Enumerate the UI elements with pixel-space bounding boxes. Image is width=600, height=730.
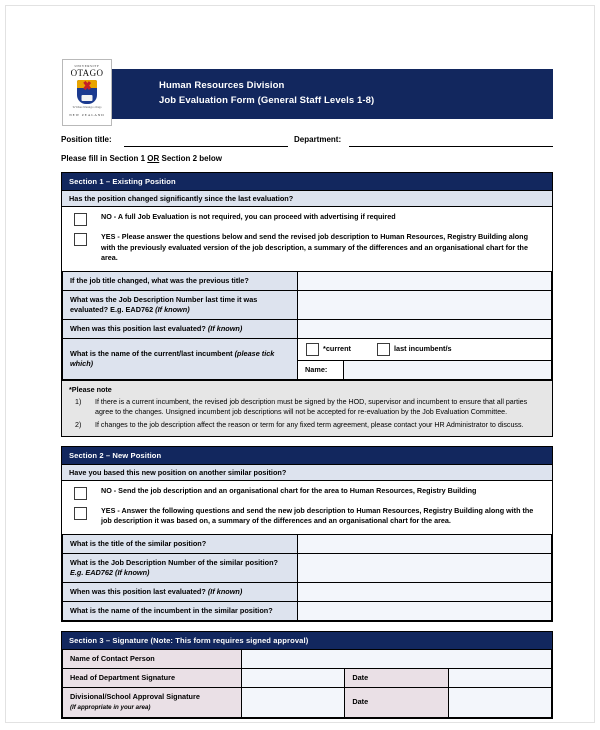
- hod-signature-label: Head of Department Signature: [63, 668, 242, 687]
- section-2-new-position: [61, 446, 553, 622]
- document-header-band: [69, 64, 553, 119]
- s1-row3-label-text: When was this position last evaluated?: [70, 323, 208, 333]
- s2-row3-input[interactable]: [298, 582, 552, 601]
- incumbent-name-row: [298, 360, 551, 379]
- section-2-fields-table: [62, 534, 552, 621]
- s1-row3-label: [63, 319, 298, 338]
- s2-row2-label-italic: E.g. EAD762 (If known): [70, 567, 150, 577]
- section-1-option-no-text: [101, 212, 400, 223]
- s1-row1-label-text: If the job title changed, what was the previous title?: [70, 275, 249, 285]
- s2-row2-label: [63, 553, 298, 582]
- incumbent-tick-row: [298, 339, 551, 360]
- form-page: [5, 5, 595, 723]
- s2-row3-label: [63, 582, 298, 601]
- label-current-incumbent: *current: [323, 344, 351, 353]
- please-note-item-1-text: If there is a current incumbent, the revised job description must be signed by the HOD, supervisor and incumbent to ensure that all parties agree to the changes. Unsigned incumbent job descriptions will not be accepted for re-evaluation by the Job Evaluation Committee.: [95, 397, 528, 416]
- hod-date-label: Date: [345, 668, 448, 687]
- checkbox-section2-no[interactable]: [74, 487, 87, 500]
- s2-row3-label-italic: (If known): [207, 586, 243, 596]
- section-2-header: Section 2 – New Position: [62, 447, 552, 464]
- section-1-option-yes-prefix: YES -: [101, 232, 122, 241]
- table-row: [63, 668, 552, 687]
- s2-row1-label: [63, 534, 298, 553]
- table-row: [63, 534, 552, 553]
- section-2-question: Have you based this new position on another similar position?: [62, 464, 552, 480]
- s2-row1-input[interactable]: [298, 534, 552, 553]
- s2-row4-label-text: What is the name of the incumbent in the similar position?: [70, 605, 273, 615]
- please-note-block: [62, 380, 552, 436]
- incumbent-name-input[interactable]: [344, 361, 551, 379]
- s1-incumbent-label-italic: (please tick which): [70, 348, 275, 368]
- section-2-option-no-prefix: NO -: [101, 485, 119, 495]
- fill-instruction-or: OR: [147, 154, 160, 163]
- logo-country-text: NEW ZEALAND: [69, 113, 105, 117]
- section-1-existing-position: [61, 172, 553, 437]
- divisional-signature-label-italic: (If appropriate in your area): [70, 703, 151, 711]
- fill-instruction-prefix: Please fill in Section 1: [61, 154, 148, 163]
- coat-of-arms-icon: [77, 80, 97, 104]
- crest-book: [82, 95, 93, 101]
- form-sheet: [61, 64, 553, 719]
- header-titles: [159, 78, 374, 108]
- checkbox-section1-yes[interactable]: [74, 233, 87, 246]
- please-note-item-2-number: 2): [75, 420, 82, 429]
- logo-otago-text: OTAGO: [70, 68, 104, 78]
- table-row: [63, 553, 552, 582]
- s1-row2-input[interactable]: [298, 290, 552, 319]
- section-2-option-yes[interactable]: [68, 506, 546, 527]
- table-row: [63, 319, 552, 338]
- s1-row2-label-text: What was the Job Description Number last time it was evaluated? E.g. EAD762: [70, 294, 258, 314]
- s1-incumbent-label-text: What is the name of the current/last incumbent: [70, 348, 235, 358]
- checkbox-current-incumbent[interactable]: [306, 343, 319, 356]
- fill-instruction: [61, 154, 553, 163]
- s2-row4-label: [63, 601, 298, 620]
- hod-signature-input[interactable]: [242, 668, 345, 687]
- section-2-option-yes-text: [101, 506, 546, 527]
- section-1-option-yes-body: Please answer the questions below and send the revised job description to Human Resources, Registry Building along with the previously evaluated version of the job description, a summary of the differences and an organisational chart for the area.: [101, 232, 528, 262]
- contact-person-label: Name of Contact Person: [63, 649, 242, 668]
- logo-university-text: UNIVERSITY: [74, 64, 100, 68]
- section-2-option-yes-prefix: YES -: [101, 505, 122, 515]
- section-2-options: [62, 480, 552, 534]
- section-2-option-no-text: [101, 486, 480, 497]
- section-1-option-yes-text: [101, 232, 546, 264]
- table-row: [63, 271, 552, 290]
- divisional-date-label: Date: [345, 687, 448, 717]
- section-3-fields-table: [62, 649, 552, 718]
- table-row: [63, 338, 552, 379]
- section-2-option-no[interactable]: [68, 486, 546, 500]
- checkbox-last-incumbent[interactable]: [377, 343, 390, 356]
- divisional-signature-label-text: Divisional/School Approval Signature: [70, 691, 200, 701]
- please-note-item-2: [69, 420, 545, 430]
- fill-instruction-suffix: Section 2 below: [159, 154, 222, 163]
- section-1-header: Section 1 – Existing Position: [62, 173, 552, 190]
- table-row: [63, 290, 552, 319]
- section-3-signature: [61, 631, 553, 719]
- table-row: [63, 582, 552, 601]
- s2-row2-label-text: What is the Job Description Number of the similar position?: [70, 557, 278, 567]
- section-1-option-yes[interactable]: [68, 232, 546, 264]
- please-note-item-1: [69, 397, 545, 417]
- checkbox-section2-yes[interactable]: [74, 507, 87, 520]
- s1-row3-input[interactable]: [298, 319, 552, 338]
- label-last-incumbent: last incumbent/s: [393, 344, 452, 353]
- divisional-signature-label: [63, 687, 242, 717]
- checkbox-section1-no[interactable]: [74, 213, 87, 226]
- section-1-option-no[interactable]: [68, 212, 546, 226]
- section-1-options: [62, 206, 552, 271]
- s2-row2-input[interactable]: [298, 553, 552, 582]
- s1-row1-input[interactable]: [298, 271, 552, 290]
- university-logo: [62, 59, 112, 126]
- logo-motto-text: Te Whare Wananga o Otago: [72, 106, 102, 109]
- section-2-option-no-body: Send the job description and an organisational chart for the area to Human Resources, Registry Building: [118, 485, 477, 495]
- department-label: Department:: [294, 135, 342, 144]
- section-1-option-no-prefix: NO -: [101, 212, 118, 221]
- s1-incumbent-cell: [298, 338, 552, 379]
- please-note-title: *Please note: [69, 384, 112, 394]
- header-division-title: Human Resources Division: [159, 80, 285, 91]
- section-3-header: Section 3 – Signature (Note: This form requires signed approval): [62, 632, 552, 649]
- hod-date-input[interactable]: [448, 668, 551, 687]
- header-form-title: Job Evaluation Form (General Staff Levels 1-8): [159, 95, 375, 106]
- table-row: [63, 601, 552, 620]
- table-row: [63, 649, 552, 668]
- department-input[interactable]: [349, 145, 553, 147]
- position-title-input[interactable]: [124, 145, 288, 147]
- table-row: [63, 687, 552, 717]
- section-2-option-yes-body: Answer the following questions and send the new job description to Human Resources, Registry Building along with the job description it was based on, a summary of the differences and an organisational chart for the area.: [101, 505, 534, 525]
- please-note-item-2-text: If changes to the job description affect the reason or term for any fixed term agreement, please contact your HR Administrator to discuss.: [95, 420, 524, 429]
- s2-row3-label-text: When was this position last evaluated?: [70, 586, 208, 596]
- section-1-question: Has the position changed significantly since the last evaluation?: [62, 190, 552, 206]
- divisional-signature-input[interactable]: [242, 687, 345, 717]
- incumbent-name-label: Name:: [298, 361, 344, 379]
- s2-row4-input[interactable]: [298, 601, 552, 620]
- s1-row3-label-italic: (If known): [207, 323, 243, 333]
- s1-row2-label: [63, 290, 298, 319]
- contact-person-input[interactable]: [242, 649, 552, 668]
- s1-incumbent-label: [63, 338, 298, 379]
- section-1-option-no-body: A full Job Evaluation is not required, you can proceed with advertising if required: [117, 212, 396, 221]
- s1-row2-label-italic: (If known): [155, 304, 190, 314]
- position-title-label: Position title:: [61, 135, 112, 144]
- divisional-date-input[interactable]: [448, 687, 551, 717]
- please-note-item-1-number: 1): [75, 397, 82, 406]
- s2-row1-label-text: What is the title of the similar position?: [70, 538, 207, 548]
- top-fields-row: [61, 134, 553, 148]
- section-1-fields-table: [62, 271, 552, 380]
- s1-row1-label: [63, 271, 298, 290]
